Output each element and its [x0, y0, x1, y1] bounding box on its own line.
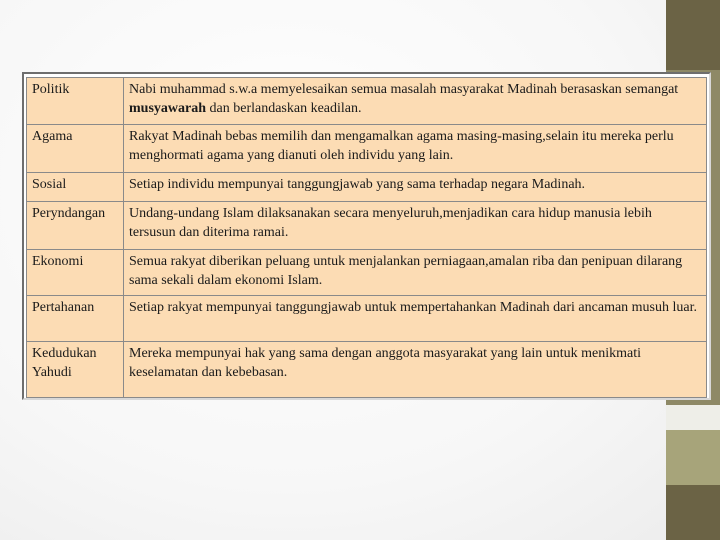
row-label: Politik	[27, 78, 124, 125]
description-bold-text: musyawarah	[129, 101, 207, 116]
table-image-frame	[22, 72, 711, 400]
row-label: Peryndangan	[27, 202, 124, 250]
row-description: Mereka mempunyai hak yang sama dengan anggota masyarakat yang lain untuk menikmati keselamatan dan kebebasan.	[124, 342, 707, 398]
row-label: Sosial	[27, 173, 124, 202]
table-row	[27, 342, 707, 398]
table-row	[27, 78, 707, 125]
sidebar-block-lower	[666, 430, 720, 485]
row-label: Agama	[27, 125, 124, 173]
row-description: Rakyat Madinah bebas memilih dan mengamalkan agama masing-masing,selain itu mereka perlu menghormati agama yang dianuti oleh individu yang lain.	[124, 125, 707, 173]
row-label: Ekonomi	[27, 250, 124, 296]
info-table	[26, 77, 707, 398]
row-description: Setiap individu mempunyai tanggungjawab yang sama terhadap negara Madinah.	[124, 173, 707, 202]
description-text: dan berlandaskan keadilan.	[206, 101, 362, 116]
sidebar-block-top	[666, 0, 720, 70]
table-row	[27, 125, 707, 173]
table-row	[27, 173, 707, 202]
row-description: Undang-undang Islam dilaksanakan secara menyeluruh,menjadikan cara hidup manusia lebih tersusun dan diterima ramai.	[124, 202, 707, 250]
row-description: Semua rakyat diberikan peluang untuk menjalankan perniagaan,amalan riba dan penipuan dilarang sama sekali dalam ekonomi Islam.	[124, 250, 707, 296]
sidebar-block-bottom	[666, 485, 720, 540]
table-row	[27, 296, 707, 342]
row-description	[124, 78, 707, 125]
description-text: Nabi muhammad s.w.a memyelesaikan semua masalah masyarakat Madinah berasaskan semangat	[129, 82, 679, 97]
table-row	[27, 202, 707, 250]
table-row	[27, 250, 707, 296]
sidebar-gap	[666, 405, 720, 430]
row-label: Pertahanan	[27, 296, 124, 342]
row-label: Kedudukan Yahudi	[27, 342, 124, 398]
row-description: Setiap rakyat mempunyai tanggungjawab untuk mempertahankan Madinah dari ancaman musuh luar.	[124, 296, 707, 342]
